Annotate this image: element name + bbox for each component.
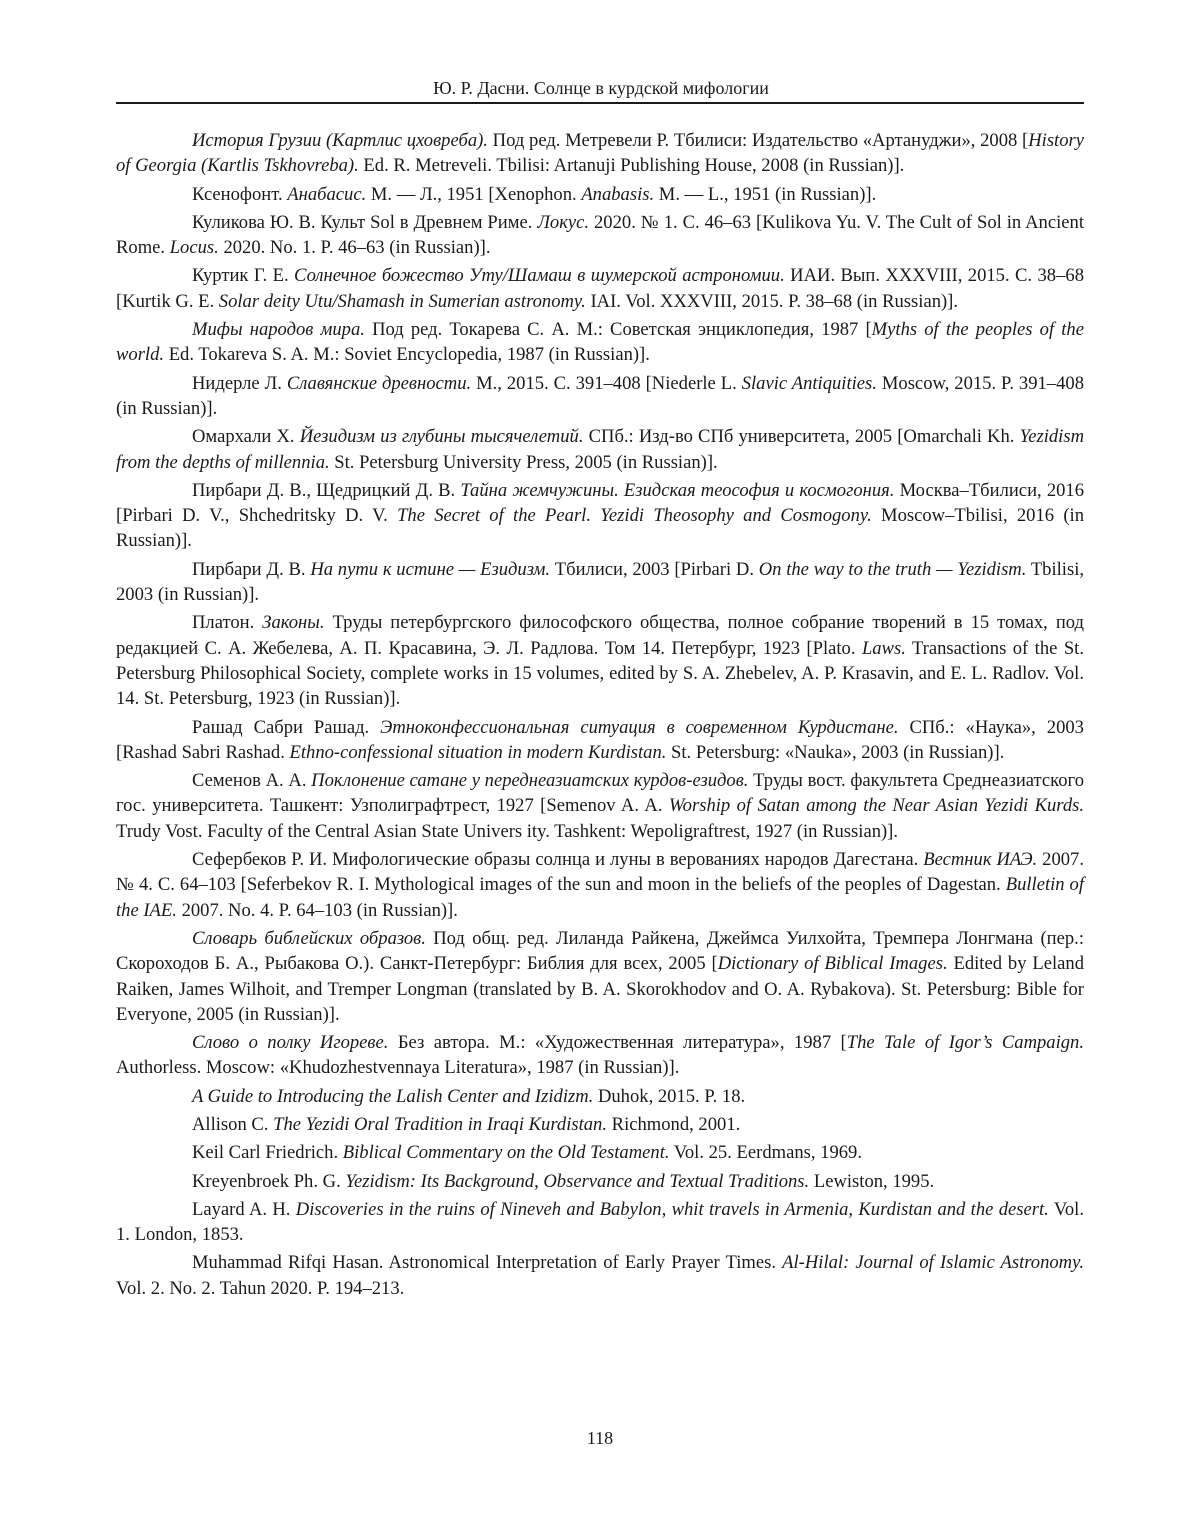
reference-text: Richmond, 2001. [607, 1113, 741, 1135]
reference-title: Laws. [861, 637, 906, 659]
reference-text: Нидерле Л. [192, 372, 287, 394]
reference-entry [116, 317, 1084, 368]
reference-text: ИАИ. Вып. XXXVIII, 2015. С. 38–68 [Kurtik G. E. [116, 265, 1084, 312]
reference-text: 2020. № 1. С. 46–63 [Kulikova Yu. V. The Cult of Sol in Ancient Rome. [116, 211, 1084, 259]
reference-text: Пирбари Д. В. [192, 558, 311, 580]
reference-text: Сефербеков Р. И. Мифологические образы солнца и луны в верованиях народов Дагестана. [192, 849, 924, 871]
reference-entry [116, 610, 1084, 711]
reference-title: Yezidism: Its Background, Observance and Textual Traditions. [345, 1170, 810, 1192]
reference-text: Ксенофонт. [192, 183, 288, 205]
reference-text: Muhammad Rifqi Hasan. Astronomical Interpretation of Early Prayer Times. [192, 1252, 783, 1274]
reference-text: Куликова Ю. В. Культ Sol в Древнем Риме. [192, 211, 538, 233]
reference-text: Moscow–Tbilisi, 2016 (in Russian)]. [116, 505, 1084, 552]
reference-entry [116, 557, 1084, 608]
reference-title: Славянские древности. [286, 372, 472, 394]
reference-text: Труды вост. факультета Среднеазиатского гос. университета. Ташкент: Узполиграфтрест, 1927 [Semenov A. A. [116, 770, 1084, 817]
reference-title: Вестник ИАЭ. [923, 849, 1038, 871]
reference-text: Authorless. Moscow: «Khudozhestvennaya Literatura», 1987 (in Russian)]. [116, 1057, 680, 1079]
header-rule [116, 102, 1084, 104]
reference-text: Keil Carl Friedrich. [192, 1142, 343, 1164]
running-head: Ю. Р. Дасни. Солнце в курдской мифологии [433, 78, 769, 98]
reference-text: М. — Л., 1951 [Xenophon. [366, 183, 582, 205]
reference-text: 2007. № 4. С. 64–103 [Seferbekov R. I. Mythological images of the sun and moon in the beliefs of the peoples of Dagestan. [116, 849, 1084, 896]
reference-entry [116, 926, 1084, 1027]
reference-text: Пирбари Д. В., Щедрицкий Д. В. [192, 479, 461, 501]
reference-entry [116, 1084, 1084, 1109]
reference-text: Duhok, 2015. P. 18. [593, 1085, 746, 1107]
reference-entry [116, 424, 1084, 475]
reference-text: Vol. 25. Eerdmans, 1969. [669, 1142, 863, 1164]
reference-text: Под ред. Метревели Р. Тбилиси: Издательство «Артануджи», 2008 [ [487, 130, 1029, 151]
reference-title: На пути к истине — Езидизм. [310, 558, 551, 580]
reference-title: The Secret of the Pearl. Yezidi Theosophy and Cosmogony. [397, 505, 872, 527]
reference-text: Куртик Г. Е. [192, 265, 295, 287]
reference-title: История Грузии (Картлис цховреба). [192, 130, 488, 151]
reference-text: Рашад Сабри Рашад. [192, 716, 381, 738]
reference-text: Москва–Тбилиси, 2016 [Pirbari D. V., Shchedritsky D. V. [116, 479, 1085, 527]
reference-text: СПб.: Изд-во СПб университета, 2005 [Omarchali Kh. [583, 426, 1020, 448]
reference-title: Worship of Satan among the Near Asian Yezidi Kurds. [668, 795, 1084, 817]
reference-title: The Tale of Igor’s Campaign. [846, 1032, 1084, 1054]
reference-text: Vol. 2. No. 2. Tahun 2020. P. 194–213. [116, 1277, 405, 1299]
reference-title: Поклонение сатане у переднеазиатских курдов-езидов. [311, 770, 749, 792]
reference-text: Платон. [192, 612, 263, 634]
reference-entry [116, 263, 1084, 314]
reference-entry [116, 1030, 1084, 1081]
reference-text: M. — L., 1951 (in Russian)]. [654, 183, 877, 205]
reference-entry [116, 210, 1084, 261]
reference-entry [116, 715, 1084, 766]
reference-text: St. Petersburg: «Nauka», 2003 (in Russian)]. [666, 741, 1005, 763]
reference-title: Solar deity Utu/Shamash in Sumerian astronomy. [218, 290, 586, 312]
reference-entry [116, 182, 1084, 207]
reference-text: М., 2015. С. 391–408 [Niederle L. [471, 372, 742, 394]
reference-text: Edited by Leland Raiken, James Wilhoit, and Tremper Longman (translated by B. A. Skorokhodov and O. A. Rybakova). St. Petersburg: Bible for Everyone, 2005 (in Russian)]. [116, 953, 1084, 1025]
reference-title: Йезидизм из глубины тысячелетий. [299, 426, 584, 448]
reference-text: Moscow, 2015. P. 391–408 (in Russian)]. [116, 372, 1084, 419]
reference-text: 2007. No. 4. P. 64–103 (in Russian)]. [176, 899, 458, 921]
reference-title: Anabasis. [581, 183, 655, 205]
reference-title: A Guide to Introducing the Lalish Center and Izidizm. [192, 1085, 594, 1107]
reference-entry [116, 371, 1084, 422]
reference-title: Bulletin of the IAE. [116, 874, 1085, 921]
reference-text: Под общ. ред. Лиланда Райкена, Джеймса Уилхойта, Тремпера Лонгмана (пер.: Скороходов Б. А., Рыбакова О.). Санкт-Петербург: Библия для всех, 2005 [ [116, 927, 1084, 975]
reference-text: Layard A. H. [192, 1198, 296, 1220]
reference-entry [116, 1250, 1084, 1301]
reference-text: Kreyenbroek Ph. G. [192, 1170, 346, 1192]
reference-text: 2020. No. 1. P. 46–63 (in Russian)]. [218, 237, 491, 259]
reference-text: Lewiston, 1995. [809, 1170, 935, 1192]
reference-title: Слово о полку Игореве. [192, 1032, 389, 1054]
page-number: 118 [586, 1428, 614, 1448]
reference-entry [116, 1112, 1084, 1137]
reference-entry [116, 847, 1084, 923]
reference-text: Тбилиси, 2003 [Pirbari D. [550, 558, 759, 580]
reference-title: Locus. [169, 237, 219, 259]
reference-text: Allison C. [192, 1113, 274, 1135]
reference-entry [116, 1197, 1084, 1248]
reference-title: Discoveries in the ruins of Nineveh and Babylon, whit travels in Armenia, Kurdistan and the desert. [295, 1198, 1049, 1220]
reference-title: Тайна жемчужины. Езидская теософия и космогония. [460, 479, 895, 501]
reference-entry [116, 478, 1084, 554]
reference-title: Этноконфессиональная ситуация в современном Курдистане. [380, 716, 899, 738]
reference-text: Tbilisi, 2003 (in Russian)]. [116, 558, 1085, 606]
reference-text: Труды петербургского философского общества, полное собрание творений в 15 томах, под редакцией С. А. Жебелева, А. П. Красавина, Э. Л. Радлова. Том 14. Петербург, 1923 [Plato. [116, 612, 1085, 659]
reference-text: Семенов А. А. [192, 770, 312, 792]
reference-title: Yezidism from the depths of millennia. [116, 426, 1084, 473]
reference-title: Мифы народов мира. [192, 319, 365, 341]
reference-text: Омархали Х. [192, 426, 300, 448]
reference-entry [116, 768, 1084, 844]
reference-title: Локус. [537, 211, 590, 233]
reference-text: Transactions of the St. Petersburg Philosophical Society, complete works in 15 volumes, edited by S. A. Zhebelev, A. P. Krasavin, and E. L. Radlov. Vol. 14. St. Petersburg, 1923 (in Russian)]. [116, 637, 1084, 710]
reference-text: Ed. Tokareva S. A. M.: Soviet Encyclopedia, 1987 (in Russian)]. [164, 344, 650, 366]
reference-title: Dictionary of Biblical Images. [717, 953, 948, 975]
reference-list [116, 128, 1084, 1304]
reference-title: The Yezidi Oral Tradition in Iraqi Kurdistan. [273, 1113, 608, 1135]
reference-text: Ed. R. Metreveli. Tbilisi: Artanuji Publishing House, 2008 (in Russian)]. [358, 155, 905, 177]
reference-title: Myths of the peoples of the world. [116, 319, 1084, 366]
reference-entry [116, 128, 1084, 179]
reference-title: Законы. [262, 612, 325, 634]
reference-title: Анабасис. [287, 183, 367, 205]
reference-entry [116, 1169, 1084, 1194]
reference-title: Slavic Antiquities. [741, 372, 877, 394]
reference-title: On the way to the truth — Yezidism. [758, 558, 1027, 580]
reference-title: Biblical Commentary on the Old Testament. [342, 1142, 670, 1164]
reference-text: Vol. 1. London, 1853. [116, 1198, 1084, 1246]
reference-text: Под ред. Токарева С. А. М.: Советская энциклопедия, 1987 [ [364, 319, 872, 341]
reference-title: Al-Hilal: Journal of Islamic Astronomy. [782, 1252, 1084, 1274]
reference-text: IAI. Vol. XXXVIII, 2015. P. 38–68 (in Russian)]. [585, 290, 959, 312]
reference-title: Солнечное божество Уту/Шамаш в шумерской астрономии. [294, 265, 785, 287]
reference-text: St. Petersburg University Press, 2005 (in Russian)]. [329, 451, 718, 473]
reference-text: Trudy Vost. Faculty of the Central Asian State Univers ity. Tashkent: Wepoligraftrest, 1927 (in Russian)]. [116, 820, 899, 842]
reference-title: History of Georgia (Kartlis Tskhovreba). [116, 130, 1084, 177]
reference-title: Словарь библейских образов. [192, 927, 426, 949]
reference-text: СПб.: «Наука», 2003 [Rashad Sabri Rashad. [116, 716, 1084, 763]
reference-text: Без автора. М.: «Художественная литература», 1987 [ [388, 1032, 847, 1054]
reference-entry [116, 1140, 1084, 1165]
reference-title: Ethno-confessional situation in modern Kurdistan. [289, 741, 667, 763]
